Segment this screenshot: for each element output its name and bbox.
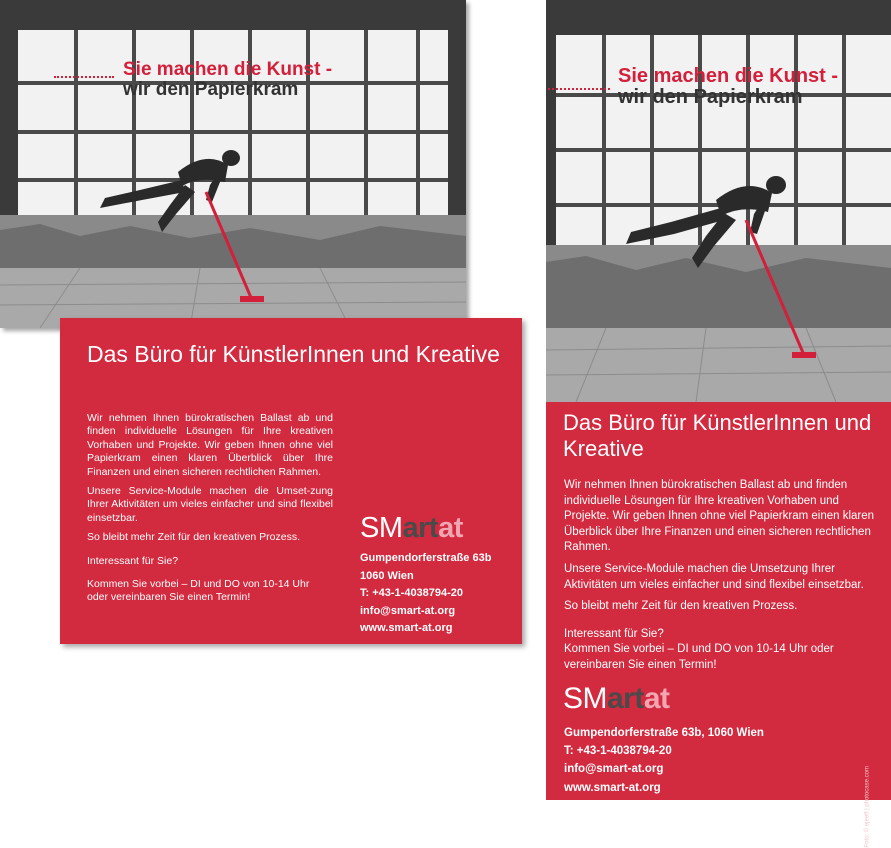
headline-line-1: Sie machen die Kunst - (123, 59, 333, 80)
address: Gumpendorferstraße 63b, 1060 Wien (564, 727, 764, 739)
contact-block (360, 550, 491, 638)
headline-line-2: wir den Papierkram (618, 86, 803, 108)
headline-line-1: Sie machen die Kunst - (618, 65, 839, 87)
photo-credit: Foto: © ejeeff | photocase.com (865, 766, 871, 848)
visit-text: Kommen Sie vorbei – DI und DO von 10-14 Uhr oder vereinbaren Sie einen Termin! (87, 578, 310, 604)
left-flyer-photo (0, 0, 466, 328)
question-text: Interessant für Sie? (564, 627, 664, 640)
panel-title: Das Büro für KünstlerInnen und Kreative (87, 341, 500, 367)
panel-title: Das Büro für KünstlerInnen und Kreative (563, 410, 872, 462)
headline (123, 60, 332, 100)
right-flyer-photo (546, 0, 891, 402)
paragraph-time: So bleibt mehr Zeit für den kreativen Prozess. (87, 531, 301, 544)
email-address[interactable]: info@smart-at.org (360, 604, 456, 617)
address-street: Gumpendorferstraße 63b (360, 552, 492, 564)
photo-window-scene (0, 0, 466, 328)
panel-body (564, 478, 882, 680)
paragraph-intro: Wir nehmen Ihnen bürokratischen Ballast ab und finden individuelle Lösungen für Ihre kreativen Vorhaben und Projekte. Wir geben Ihnen ohne viel Papierkram einen klaren Überblick über Ihre Finanzen und einen sicheren rechtlichen Rahmen. (564, 479, 875, 554)
paragraph-intro: Wir nehmen Ihnen bürokratischen Ballast ab und finden individuelle Lösungen für Ihre kreativen Vorhaben und Projekte. Wir geben Ihnen ohne viel Papierkram einen klaren Überblick über Ihre Finanzen und einen sicheren rechtlichen Rahmen. (87, 412, 333, 478)
headline (618, 66, 838, 108)
paragraph-services: Unsere Service-Module machen die Umsetzung Ihrer Aktivitäten um vieles einfacher und sind flexibel einsetzbar. (564, 562, 864, 591)
headline-dots (54, 76, 114, 78)
photo-window-scene (546, 0, 891, 402)
website-link[interactable]: www.smart-at.org (564, 781, 661, 794)
paragraph-services: Unsere Service-Module machen die Umset-zung Ihrer Aktivitäten um vieles einfacher und sind flexibel einsetzbar. (87, 485, 333, 524)
question-text: Interessant für Sie? (87, 554, 179, 567)
paragraph-time: So bleibt mehr Zeit für den kreativen Prozess. (564, 600, 798, 613)
contact-block (564, 724, 764, 797)
email-address[interactable]: info@smart-at.org (564, 763, 664, 776)
left-flyer-panel (60, 318, 522, 644)
phone-number: T: +43-1-4038794-20 (564, 745, 672, 758)
website-link[interactable]: www.smart-at.org (360, 622, 453, 634)
headline-dots (548, 88, 610, 90)
smartat-logo: SMartat (360, 512, 463, 544)
right-flyer-panel (546, 402, 891, 848)
panel-body (87, 412, 333, 611)
phone-number: T: +43-1-4038794-20 (360, 587, 464, 599)
smartat-logo: SMartat (563, 682, 670, 715)
visit-text: Kommen Sie vorbei – DI und DO von 10-14 Uhr oder vereinbaren Sie einen Termin! (564, 643, 834, 671)
headline-line-2: wir den Papierkram (123, 78, 299, 100)
address-city: 1060 Wien (360, 569, 414, 582)
